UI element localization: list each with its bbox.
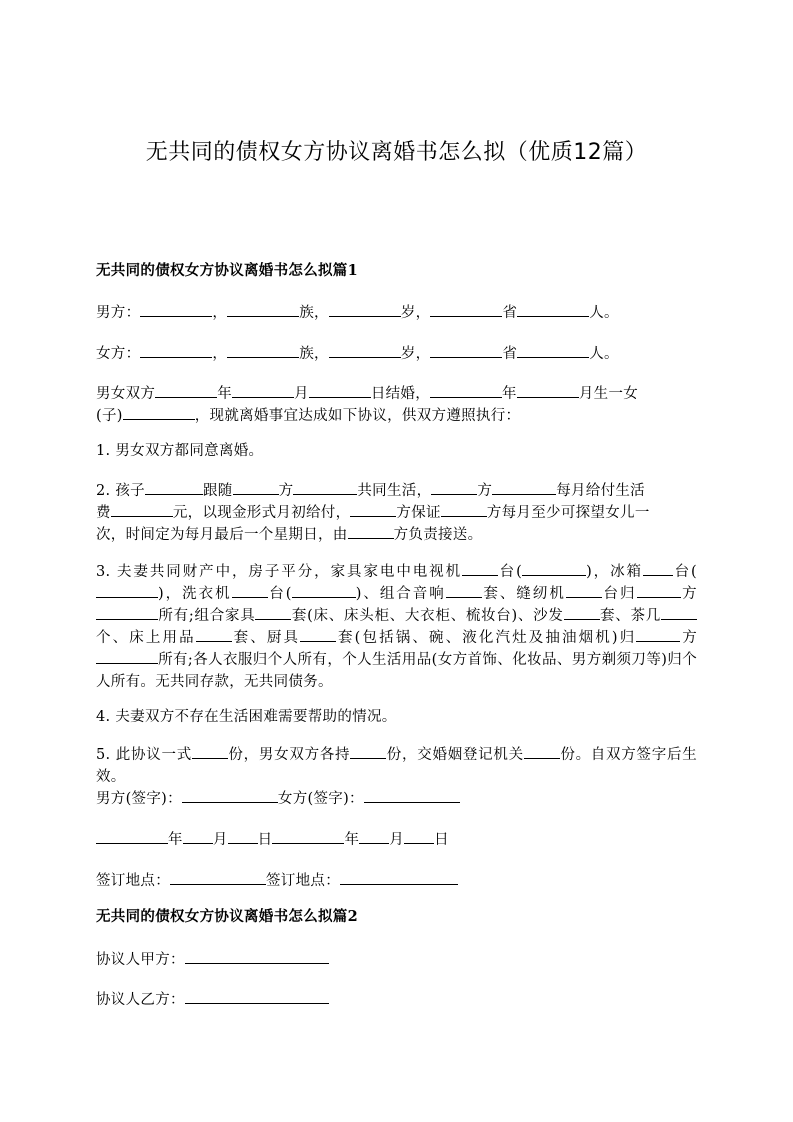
blank bbox=[232, 583, 268, 598]
blank bbox=[348, 524, 394, 539]
blank bbox=[350, 744, 386, 759]
woman-signature-label: 女方(签字)： bbox=[277, 791, 364, 807]
man-info-line: 男方： ， 族， 岁， 省 人。 bbox=[96, 302, 697, 324]
clause-3: 3. 夫妻共同财产中，房子平分，家具家电中电视机 台( )，冰箱 台()，洗衣机 台( )、组合音响 套、缝纫机 台归 方所有;组合家具 套(床、床头柜、大衣柜、梳妆台)、沙发 套、茶几个、床上用品 套、厨具 套(包括锅、碗、液化汽灶及抽油烟机)归 方所有;各人衣服归个人所有，个人生活用品(女方首饰、化妆品、男方剃须刀等)归个人所有。无共同存款，无共同债务。 bbox=[96, 561, 697, 693]
blank bbox=[329, 302, 401, 317]
party-a-line: 协议人甲方： bbox=[96, 949, 697, 971]
blank bbox=[524, 744, 560, 759]
man-signature-field[interactable] bbox=[182, 788, 278, 803]
signing-place-field[interactable] bbox=[170, 870, 266, 885]
date-line: 年 月 日 年 月 日 bbox=[96, 829, 697, 851]
clause-1: 1. 男女双方都同意离婚。 bbox=[96, 443, 264, 459]
blank bbox=[359, 829, 389, 844]
clause-2: 2. 孩子 跟随 方 共同生活， 方 每月给付生活 费 元，以现金形式月初给付， 方保证 方每月至少可探望女儿一 次，时间定为每月最后一个星期日，由 方负责接送。 bbox=[96, 480, 697, 546]
blank bbox=[329, 343, 401, 358]
man-label: 男方： bbox=[96, 305, 141, 321]
blank bbox=[430, 343, 502, 358]
blank bbox=[643, 561, 673, 576]
blank bbox=[517, 383, 579, 398]
blank bbox=[145, 480, 203, 495]
blank bbox=[492, 480, 556, 495]
blank bbox=[300, 627, 336, 642]
section1-heading: 无共同的债权女方协议离婚书怎么拟篇1 bbox=[96, 262, 358, 279]
blank bbox=[661, 605, 697, 620]
blank bbox=[228, 829, 258, 844]
blank bbox=[227, 302, 299, 317]
blank bbox=[517, 343, 589, 358]
blank bbox=[350, 502, 396, 517]
section2-heading: 无共同的债权女方协议离婚书怎么拟篇2 bbox=[96, 908, 358, 925]
blank bbox=[155, 383, 217, 398]
blank bbox=[96, 649, 158, 664]
signing-place-field[interactable] bbox=[340, 870, 458, 885]
signing-place-line: 签订地点： 签订地点： bbox=[96, 870, 697, 892]
blank bbox=[140, 302, 212, 317]
signature-line bbox=[96, 788, 697, 810]
man-signature-label: 男方(签字)： bbox=[96, 791, 182, 807]
document-title: 无共同的债权女方协议离婚书怎么拟（优质12篇） bbox=[145, 140, 648, 165]
blank bbox=[404, 829, 434, 844]
woman-label: 女方： bbox=[96, 346, 141, 362]
blank bbox=[272, 829, 344, 844]
blank bbox=[140, 343, 212, 358]
blank bbox=[123, 405, 195, 420]
blank bbox=[96, 829, 168, 844]
blank bbox=[564, 605, 600, 620]
blank bbox=[462, 561, 498, 576]
blank bbox=[441, 502, 487, 517]
blank bbox=[636, 627, 680, 642]
blank bbox=[111, 502, 173, 517]
blank bbox=[446, 583, 482, 598]
blank bbox=[192, 744, 228, 759]
blank bbox=[522, 561, 586, 576]
blank bbox=[637, 583, 681, 598]
blank bbox=[196, 627, 232, 642]
blank bbox=[96, 605, 158, 620]
marriage-paragraph: 男女双方 年 月 日结婚， 年 月生一女 (子) ，现就离婚事宜达成如下协议，供双方遵照执行： bbox=[96, 383, 697, 427]
blank bbox=[309, 383, 371, 398]
blank bbox=[431, 480, 477, 495]
party-b-field[interactable] bbox=[185, 989, 329, 1004]
blank bbox=[183, 829, 213, 844]
clause-4: 4. 夫妻双方不存在生活困难需要帮助的情况。 bbox=[96, 709, 397, 725]
clause-5: 5. 此协议一式 份，男女双方各持 份，交婚姻登记机关 份。自双方签字后生效。 bbox=[96, 744, 697, 788]
blank bbox=[292, 583, 356, 598]
woman-signature-field[interactable] bbox=[364, 788, 460, 803]
party-a-field[interactable] bbox=[185, 949, 329, 964]
blank bbox=[293, 480, 357, 495]
blank bbox=[430, 302, 502, 317]
blank bbox=[566, 583, 602, 598]
blank bbox=[517, 302, 589, 317]
blank bbox=[255, 605, 291, 620]
blank bbox=[430, 383, 502, 398]
woman-info-line: 女方： ， 族， 岁， 省 人。 bbox=[96, 343, 697, 365]
blank bbox=[233, 480, 279, 495]
blank bbox=[232, 383, 294, 398]
blank bbox=[96, 583, 158, 598]
party-b-line: 协议人乙方： bbox=[96, 989, 697, 1011]
blank bbox=[227, 343, 299, 358]
